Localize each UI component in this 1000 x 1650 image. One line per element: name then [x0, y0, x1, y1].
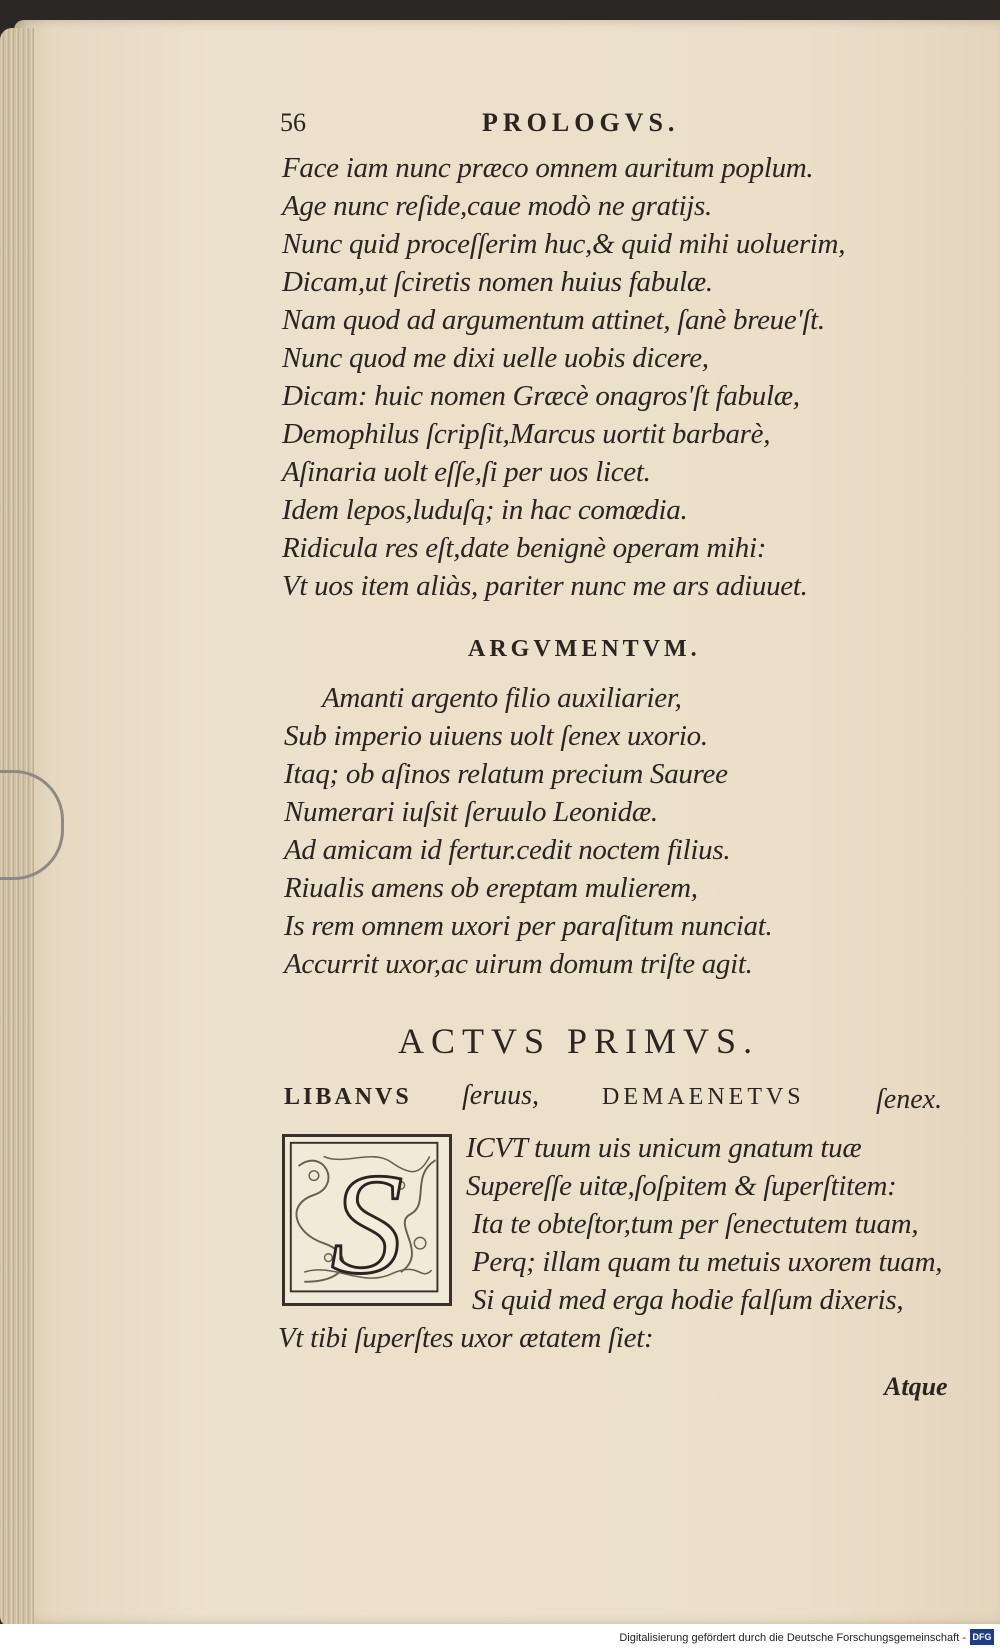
character-name: LIBANVS	[284, 1084, 412, 1110]
prologue-line: Vt uos item aliàs, pariter nunc me ars adiuuet.	[282, 570, 808, 602]
argument-line: Itaq; ob aſinos relatum precium Sauree	[284, 758, 728, 790]
argument-line: Riualis amens ob ereptam mulierem,	[284, 872, 698, 904]
argument-line: Amanti argento filio auxiliarier,	[322, 682, 682, 714]
argument-line: Is rem omnem uxori per paraſitum nunciat.	[284, 910, 773, 942]
character-name: DEMAENETVS	[602, 1084, 805, 1110]
catchword: Atque	[884, 1372, 948, 1401]
dialogue-line: Si quid med erga hodie falſum dixeris,	[472, 1284, 904, 1316]
dialogue-line: ICVT tuum uis unicum gnatum tuæ	[466, 1132, 862, 1164]
dfg-logo: DFG	[970, 1629, 994, 1645]
argument-line: Ad amicam id fertur.cedit noctem filius.	[284, 834, 731, 866]
folio-number: 56	[280, 108, 306, 137]
prologue-line: Dicam,ut ſciretis nomen huius fabulæ.	[282, 266, 713, 298]
act-heading: ACTVS PRIMVS.	[398, 1021, 760, 1061]
decorated-initial-icon	[282, 1134, 452, 1306]
argument-line: Sub imperio uiuens uolt ſenex uxorio.	[284, 720, 708, 752]
prologue-line: Face iam nunc præco omnem auritum poplum.	[282, 152, 814, 184]
dialogue-line: Supereſſe uitæ,ſoſpitem & ſuperſtitem:	[466, 1170, 897, 1202]
prologue-line: Demophilus ſcripſit,Marcus uortit barbarè,	[282, 418, 771, 450]
prologue-line: Dicam: huic nomen Græcè onagros'ſt fabulæ,	[282, 380, 800, 412]
prologue-line: Nam quod ad argumentum attinet, ſanè breue'ſt.	[282, 304, 825, 336]
prologue-line: Idem lepos,luduſq; in hac comœdia.	[282, 494, 688, 526]
character-role: ſenex.	[876, 1084, 943, 1115]
argument-line: Accurrit uxor,ac uirum domum triſte agit.	[284, 948, 753, 980]
prologue-line: Ridicula res eſt,date benignè operam mihi:	[282, 532, 767, 564]
character-role: ſeruus,	[462, 1080, 539, 1111]
prologue-line: Aſinaria uolt eſſe,ſi per uos licet.	[282, 456, 651, 488]
dialogue-line: Ita te obteſtor,tum per ſenectutem tuam,	[472, 1208, 919, 1240]
dialogue-line: Perq; illam quam tu metuis uxorem tuam,	[472, 1246, 943, 1278]
prologue-line: Nunc quid proceſſerim huc,& quid mihi uoluerim,	[282, 228, 846, 260]
argument-heading: ARGVMENTVM.	[468, 636, 701, 662]
dfg-credit: Digitalisierung gefördert durch die Deutsche Forschungsgemeinschaft -	[619, 1632, 966, 1644]
prologue-line: Nunc quod me dixi uelle uobis dicere,	[282, 342, 709, 374]
dialogue-line: Vt tibi ſuperſtes uxor ætatem ſiet:	[278, 1322, 654, 1354]
running-head: PROLOGVS.	[482, 108, 680, 137]
initial-ornament	[285, 1137, 449, 1303]
prologue-line: Age nunc reſide,caue modò ne gratijs.	[282, 190, 712, 222]
initial-letter: S	[330, 1144, 404, 1303]
argument-line: Numerari iuſsit ſeruulo Leonidæ.	[284, 796, 658, 828]
